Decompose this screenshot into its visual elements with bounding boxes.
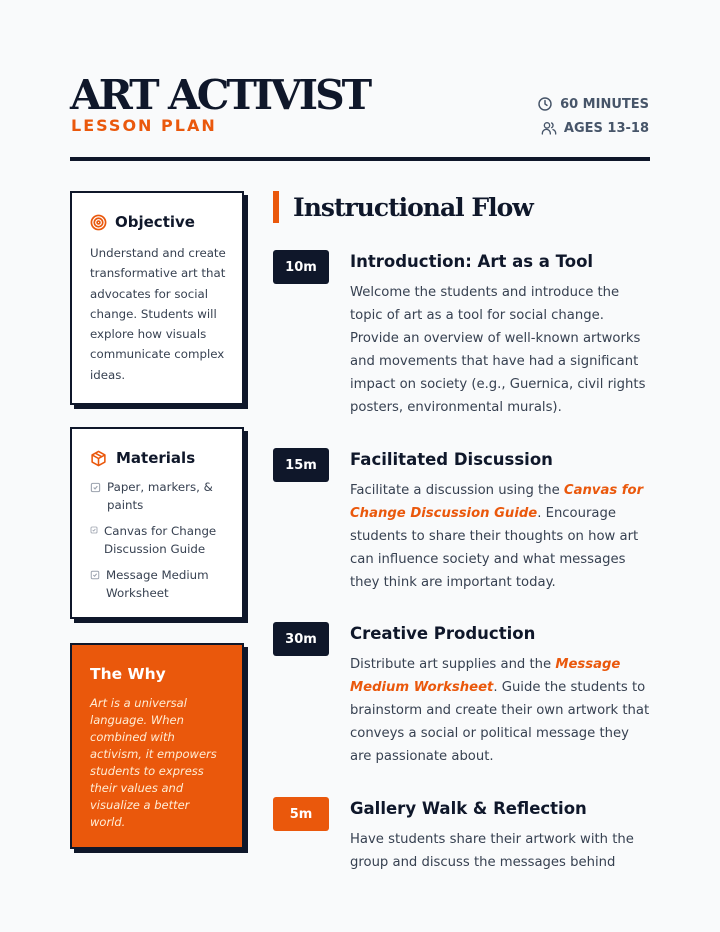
objective-title: Objective (115, 213, 195, 231)
header-divider (70, 157, 650, 161)
box-icon (90, 450, 107, 467)
step-body (350, 448, 650, 594)
checkbox-icon (90, 526, 98, 534)
step-text-before: Facilitate a discussion using the (350, 483, 564, 498)
material-label: Paper, markers, & paints (107, 480, 213, 512)
material-item (90, 478, 230, 514)
flow-header (273, 190, 533, 224)
why-card (70, 643, 244, 849)
materials-list (90, 478, 230, 602)
material-item (90, 566, 230, 602)
step-title: Gallery Walk & Reflection (350, 799, 587, 818)
checkbox-icon (90, 482, 101, 493)
step-title: Creative Production (350, 624, 536, 643)
why-text: Art is a universal language. When combined with activism, it empowers students to express their values and visualize a better world. (90, 696, 217, 829)
step-body (350, 622, 650, 768)
ages-meta (537, 116, 649, 140)
duration-text: 60 MINUTES (560, 96, 649, 112)
material-label: Canvas for Change Discussion Guide (104, 524, 217, 556)
objective-header (90, 213, 226, 231)
why-title: The Why (90, 665, 166, 683)
checkbox-icon (90, 570, 100, 580)
lesson-plan-page (70, 0, 650, 932)
objective-card (70, 191, 244, 405)
users-icon (541, 120, 557, 136)
step-title: Introduction: Art as a Tool (350, 252, 594, 271)
step-resource-highlight: Canvas for Change Discussion Guide (350, 483, 644, 521)
step-text-before: Distribute art supplies and the (350, 657, 556, 672)
step-resource-highlight: Message Medium Worksheet (350, 657, 621, 695)
step-text-after: . Guide the students to brainstorm and create their own artwork that conveys a social or political message they are passionate about. (350, 680, 650, 764)
objective-text: Understand and create transformative art that advocates for social change. Students will explore how visuals communicate complex ideas. (90, 246, 226, 382)
step-time-badge: 10m (273, 250, 329, 284)
ages-text: AGES 13-18 (563, 120, 649, 136)
step-time-badge: 30m (273, 622, 329, 656)
target-icon (90, 214, 107, 231)
flow-accent-bar (273, 191, 279, 223)
header (70, 72, 650, 162)
duration-meta (537, 92, 649, 116)
step-body (350, 797, 650, 874)
page-title: ART ACTIVIST (70, 71, 370, 119)
step-description (350, 653, 650, 768)
material-label: Message Medium Worksheet (106, 568, 209, 600)
step-description (350, 479, 650, 594)
materials-card (70, 427, 244, 619)
step-text-after: . Encourage students to share their thoughts on how art can influence society and what messages they think are important today. (350, 506, 639, 590)
clock-icon (537, 96, 553, 112)
materials-title: Materials (116, 449, 196, 467)
step-title: Facilitated Discussion (350, 450, 553, 469)
flow-title: Instructional Flow (293, 192, 533, 222)
material-item (90, 522, 230, 558)
page-subtitle: LESSON PLAN (71, 116, 217, 135)
step-body (350, 250, 650, 419)
step-description: Welcome the students and introduce the topic of art as a tool for social change. Provide an overview of well-known artworks and movements that have had a significant impact on society (e.g., Guernica, civil rights posters, environmental murals). (350, 285, 646, 415)
materials-header (90, 449, 230, 467)
step-time-badge: 15m (273, 448, 329, 482)
step-time-badge: 5m (273, 797, 329, 831)
step-description: Have students share their artwork with the group and discuss the messages behind (350, 832, 634, 870)
lesson-meta (537, 92, 649, 140)
